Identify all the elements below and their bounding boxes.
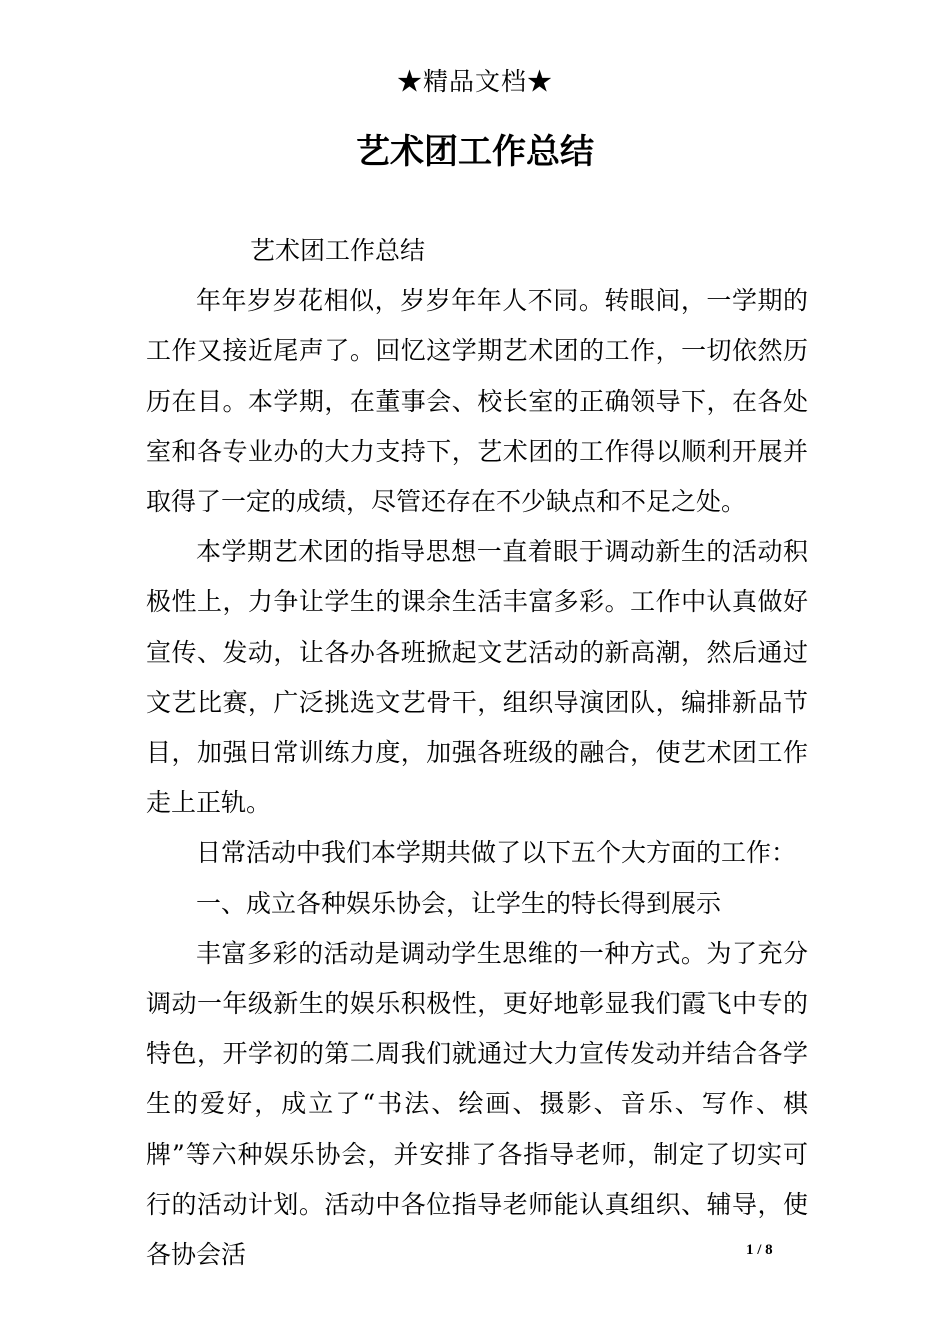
paragraph: 年年岁岁花相似，岁岁年年人不同。转眼间，一学期的工作又接近尾声了。回忆这学期艺术团的工作，一切依然历历在目。本学期，在董事会、校长室的正确领导下，在各处室和各专业办的大力支持下，艺术团的工作得以顺利开展并取得了一定的成绩，尽管还存在不少缺点和不足之处。 [146, 286, 808, 517]
section-heading: 一、成立各种娱乐协会，让学生的特长得到展示 [196, 888, 722, 918]
header-mark: ★精品文档★ [396, 67, 553, 96]
document-subtitle: 艺术团工作总结 [250, 236, 426, 265]
paragraph: 丰富多彩的活动是调动学生思维的一种方式。为了充分调动一年级新生的娱乐积极性，更好地彰显我们霞飞中专的特色，开学初的第二周我们就通过大力宣传发动并结合各学生的爱好，成立了“书法、绘画、摄影、音乐、写作、棋牌”等六种娱乐协会，并安排了各指导老师，制定了切实可行的活动计划。活动中各位指导老师能认真组织、辅导，使各协会活 [146, 938, 808, 1270]
page-number: 1 / 8 [746, 1242, 773, 1258]
document-title: 艺术团工作总结 [356, 132, 594, 172]
paragraph: 本学期艺术团的指导思想一直着眼于调动新生的活动积极性上，力争让学生的课余生活丰富多彩。工作中认真做好宣传、发动，让各办各班掀起文艺活动的新高潮，然后通过文艺比赛，广泛挑选文艺骨干，组织导演团队，编排新品节目，加强日常训练力度，加强各班级的融合，使艺术团工作走上正轨。 [146, 537, 808, 818]
paragraph: 日常活动中我们本学期共做了以下五个大方面的工作： [196, 838, 797, 868]
document-body [146, 226, 808, 1280]
